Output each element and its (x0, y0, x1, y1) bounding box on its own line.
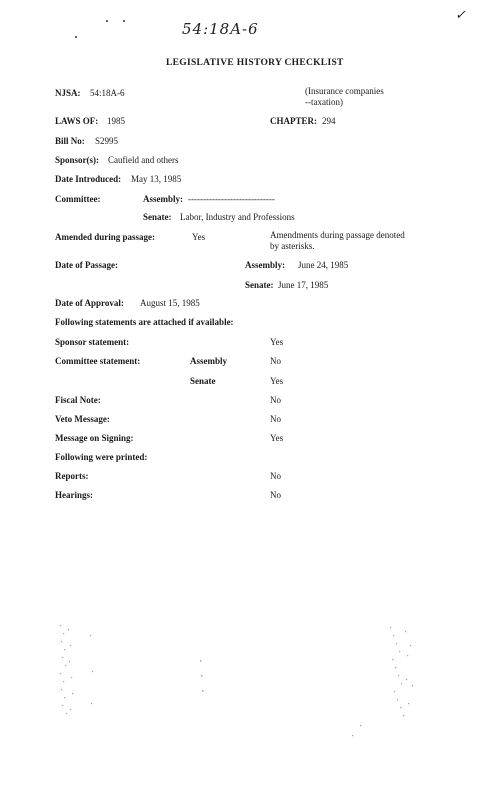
handwritten-annotation: 54:18A-6 (182, 20, 259, 38)
message-on-signing-value: Yes (270, 433, 284, 443)
reports-label: Reports: (55, 471, 89, 481)
speck (123, 20, 125, 22)
amended-note-line-1: Amendments during passage denoted (270, 230, 405, 240)
sponsor-statement-label: Sponsor statement: (55, 337, 130, 347)
laws-of-value: 1985 (107, 116, 125, 126)
veto-message-label: Veto Message: (55, 414, 110, 424)
handwritten-mark: ✓ (455, 8, 467, 23)
njsa-value: 54:18A-6 (90, 88, 125, 98)
passage-assembly-label: Assembly: (245, 260, 285, 270)
bill-no-value: S2995 (95, 136, 119, 146)
subject-line-1: (Insurance companies (305, 86, 384, 96)
date-introduced-label: Date Introduced: (55, 174, 122, 184)
amended-value: Yes (192, 232, 206, 242)
fiscal-note-label: Fiscal Note: (55, 395, 101, 405)
scan-noise (0, 615, 487, 755)
sponsor-statement-value: Yes (270, 337, 284, 347)
date-of-passage-label: Date of Passage: (55, 260, 118, 270)
date-introduced-value: May 13, 1985 (131, 174, 182, 184)
page-title: LEGISLATIVE HISTORY CHECKLIST (166, 58, 344, 68)
chapter-value: 294 (322, 116, 336, 126)
fiscal-note-value: No (270, 395, 281, 405)
laws-of-label: LAWS OF: (55, 116, 99, 126)
hearings-value: No (270, 490, 281, 500)
veto-message-value: No (270, 414, 281, 424)
committee-label: Committee: (55, 194, 101, 204)
committee-assembly-value: ----------------------------- (188, 194, 275, 204)
passage-assembly-value: June 24, 1985 (298, 260, 349, 270)
committee-statement-assembly-label: Assembly (190, 356, 228, 366)
amended-note-line-2: by asterisks. (270, 241, 315, 251)
speck (106, 20, 108, 22)
chapter-label: CHAPTER: (270, 116, 317, 126)
committee-senate-label: Senate: (143, 212, 172, 222)
subject-line-2: --taxation) (305, 97, 343, 107)
committee-senate-value: Labor, Industry and Professions (180, 212, 295, 222)
statements-heading: Following statements are attached if available: (55, 317, 234, 327)
speck (75, 36, 77, 38)
sponsor-value: Caufield and others (108, 155, 179, 165)
amended-label: Amended during passage: (55, 232, 156, 242)
printed-heading: Following were printed: (55, 452, 148, 462)
sponsor-label: Sponsor(s): (55, 155, 100, 165)
hearings-label: Hearings: (55, 490, 93, 500)
committee-statement-senate-label: Senate (190, 376, 216, 386)
committee-statement-assembly-value: No (270, 356, 281, 366)
passage-senate-label: Senate: (245, 280, 274, 290)
reports-value: No (270, 471, 281, 481)
committee-statement-label: Committee statement: (55, 356, 141, 366)
date-of-approval-label: Date of Approval: (55, 298, 124, 308)
bill-no-label: Bill No: (55, 136, 85, 146)
passage-senate-value: June 17, 1985 (278, 280, 329, 290)
njsa-label: NJSA: (55, 88, 81, 98)
committee-assembly-label: Assembly: (143, 194, 183, 204)
message-on-signing-label: Message on Signing: (55, 433, 134, 443)
date-of-approval-value: August 15, 1985 (140, 298, 200, 308)
committee-statement-senate-value: Yes (270, 376, 284, 386)
